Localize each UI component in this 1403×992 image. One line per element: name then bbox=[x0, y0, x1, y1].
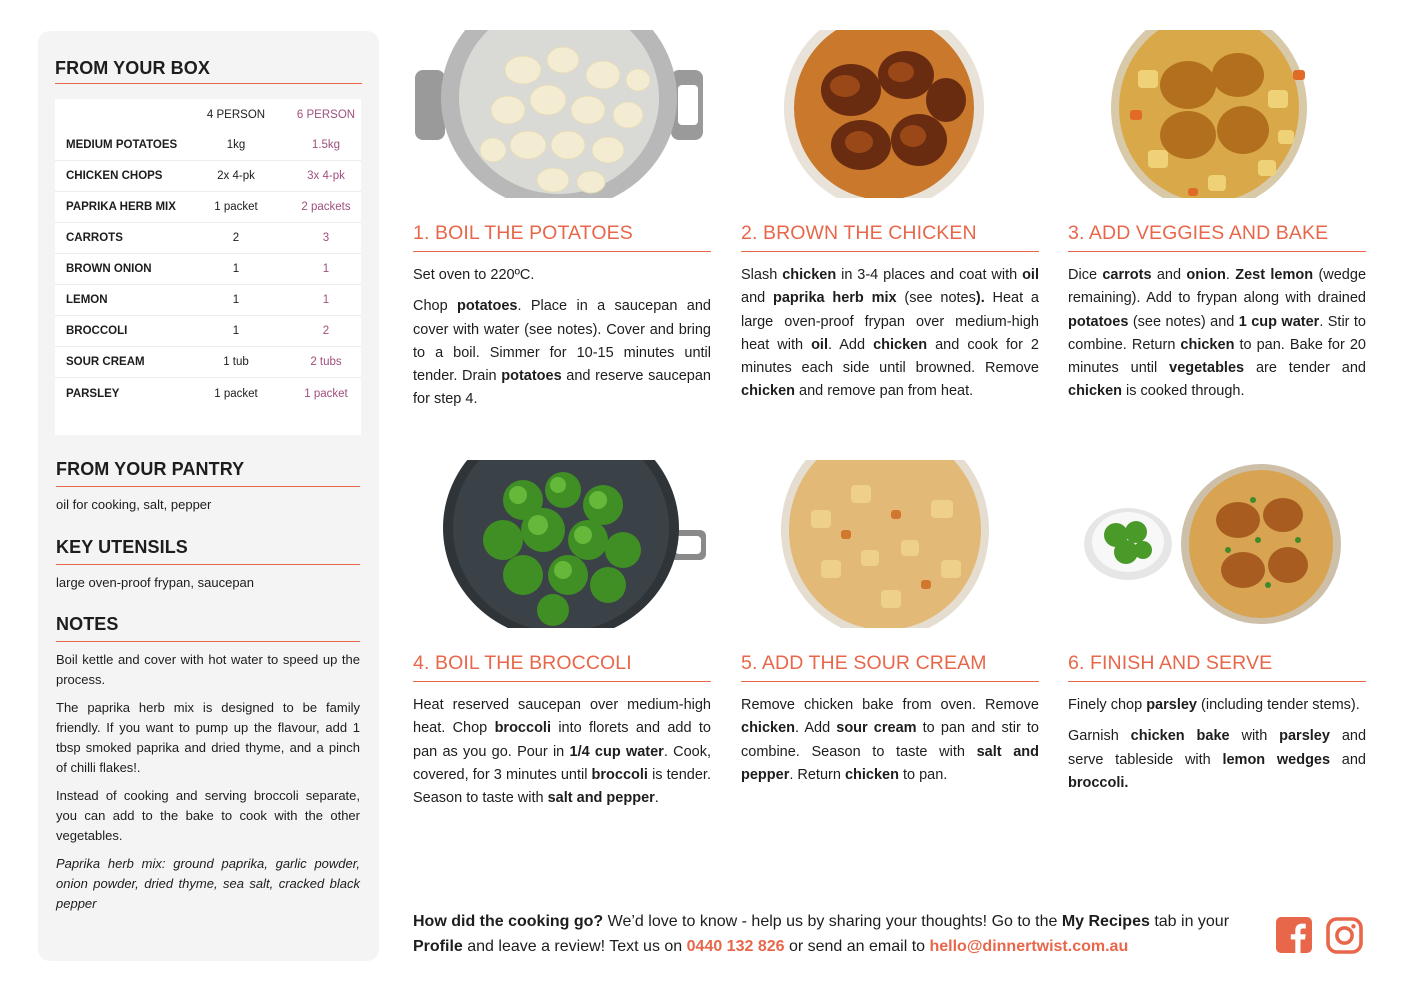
facebook-icon[interactable] bbox=[1276, 917, 1313, 954]
profile-link[interactable]: Profile bbox=[413, 938, 463, 955]
step-5 bbox=[741, 460, 1039, 795]
heading-rule bbox=[56, 564, 360, 565]
table-header-row bbox=[55, 99, 361, 130]
step-paragraph: Heat reserved saucepan over medium-high heat. Chop broccoli into florets and add to pan as you go. Pour in 1/4 cup water. Cook, covered, for 3 minutes until broccoli is tender. Season to taste with salt and pepper. bbox=[413, 697, 711, 807]
step-title: 2. BROWN THE CHICKEN bbox=[741, 222, 1039, 252]
step-title: 6. FINISH AND SERVE bbox=[1068, 652, 1366, 682]
email-link[interactable]: hello@dinnertwist.com.au bbox=[929, 938, 1129, 955]
notes-heading: NOTES bbox=[56, 614, 119, 634]
phone-link[interactable]: 0440 132 826 bbox=[686, 938, 785, 955]
ingredient-name: MEDIUM POTATOES bbox=[66, 139, 178, 151]
feedback-footer: How did the cooking go? We’d love to know - help us by sharing your thoughts! Go to the My Recipes tab in your Profile and leave a review! Text us on 0440 132 826 or send an email to hello@dinnertwist.com.au bbox=[413, 913, 1230, 955]
ingredient-name: CHICKEN CHOPS bbox=[66, 170, 163, 182]
table-row bbox=[55, 223, 361, 254]
ingredient-qty-6: 1 bbox=[322, 294, 330, 306]
note-paragraph: Instead of cooking and serving broccoli separate, you can add to the bake to cook with the other vegetables. bbox=[56, 788, 360, 843]
ingredient-name: BROWN ONION bbox=[66, 263, 152, 275]
heading-rule bbox=[56, 486, 360, 487]
ingredient-qty-4: 1 bbox=[232, 294, 240, 306]
col-4-person: 4 PERSON bbox=[206, 108, 266, 121]
step-title: 1. BOIL THE POTATOES bbox=[413, 222, 711, 252]
ingredient-qty-4: 1 packet bbox=[214, 201, 258, 213]
ingredient-qty-6: 2 tubs bbox=[310, 356, 342, 368]
ingredient-name: PARSLEY bbox=[66, 387, 120, 400]
ingredient-qty-6: 2 bbox=[322, 325, 330, 337]
note-italic: Paprika herb mix: ground paprika, garlic powder, onion powder, dried thyme, sea salt, cracked black pepper bbox=[56, 856, 360, 911]
table-row bbox=[55, 316, 361, 347]
utensils-section bbox=[56, 537, 360, 601]
my-recipes-link[interactable]: My Recipes bbox=[1061, 913, 1150, 930]
step-2 bbox=[741, 30, 1039, 412]
browned-chicken-photo bbox=[741, 30, 1039, 198]
table-row bbox=[55, 130, 361, 161]
step-body bbox=[1068, 264, 1366, 404]
ingredient-qty-6: 1 bbox=[322, 263, 330, 275]
step-title: 4. BOIL THE BROCCOLI bbox=[413, 652, 711, 682]
step-body bbox=[413, 694, 711, 810]
ingredient-qty-4: 2x 4-pk bbox=[217, 170, 255, 182]
ingredient-name: LEMON bbox=[66, 294, 108, 306]
step-body bbox=[1068, 694, 1366, 795]
utensils-heading: KEY UTENSILS bbox=[56, 537, 188, 557]
table-row bbox=[55, 161, 361, 192]
utensils-text: large oven-proof frypan, saucepan bbox=[56, 575, 255, 590]
note-paragraph: Boil kettle and cover with hot water to speed up the process. bbox=[56, 652, 360, 687]
table-row bbox=[55, 254, 361, 285]
step-4 bbox=[413, 460, 711, 818]
ingredient-qty-4: 1 bbox=[232, 263, 240, 275]
ingredient-qty-6: 3 bbox=[322, 232, 330, 244]
ingredient-qty-4: 1 tub bbox=[223, 356, 249, 368]
ingredient-qty-4: 1 bbox=[232, 325, 240, 337]
step-paragraph: Finely chop parsley (including tender stems). bbox=[1068, 697, 1360, 713]
step-body bbox=[741, 694, 1039, 787]
chicken-veggie-bake-photo bbox=[1068, 30, 1366, 198]
step-paragraph: Garnish chicken bake with parsley and serve tableside with lemon wedges and broccoli. bbox=[1068, 728, 1367, 791]
broccoli-saucepan-photo bbox=[413, 460, 711, 628]
heading-rule bbox=[55, 83, 362, 84]
pantry-heading: FROM YOUR PANTRY bbox=[56, 459, 245, 479]
step-paragraph: Set oven to 220ºC. bbox=[413, 267, 535, 283]
step-title: 5. ADD THE SOUR CREAM bbox=[741, 652, 1039, 682]
ingredient-qty-6: 1.5kg bbox=[311, 139, 341, 151]
step-body bbox=[741, 264, 1039, 404]
step-paragraph: Chop potatoes. Place in a saucepan and cover with water (see notes). Cover and bring to a boil. Simmer for 10-15 minutes until tender. Drain potatoes and reserve saucepan for step 4. bbox=[413, 298, 711, 408]
table-row bbox=[55, 285, 361, 316]
finished-dish-photo bbox=[1068, 460, 1366, 628]
table-row bbox=[55, 378, 361, 409]
from-your-box-heading: FROM YOUR BOX bbox=[55, 58, 210, 78]
pantry-text: oil for cooking, salt, pepper bbox=[56, 497, 212, 512]
step-paragraph: Dice carrots and onion. Zest lemon (wedge remaining). Add to frypan along with drained potatoes (see notes) and 1 cup water. Stir to combine. Return chicken to pan. Bake for 20 minutes until vegetables are tender and chicken is cooked through. bbox=[1068, 267, 1367, 400]
ingredient-qty-4: 1kg bbox=[226, 139, 246, 151]
step-6 bbox=[1068, 460, 1366, 803]
pantry-section bbox=[56, 459, 360, 523]
step-paragraph: Remove chicken bake from oven. Remove chicken. Add sour cream to pan and stir to combine. Season to taste with salt and pepper. Return chicken to pan. bbox=[741, 697, 1039, 783]
sidebar-panel bbox=[38, 31, 379, 961]
step-title: 3. ADD VEGGIES AND BAKE bbox=[1068, 222, 1366, 252]
ingredient-qty-4: 1 packet bbox=[214, 387, 258, 400]
ingredient-name: PAPRIKA HERB MIX bbox=[66, 201, 176, 213]
ingredient-qty-4: 2 bbox=[232, 232, 240, 244]
ingredient-name: CARROTS bbox=[66, 232, 123, 244]
instagram-icon[interactable] bbox=[1326, 917, 1363, 954]
heading-rule bbox=[56, 641, 360, 642]
notes-section bbox=[56, 614, 360, 922]
step-3 bbox=[1068, 30, 1366, 412]
ingredient-qty-6: 2 packets bbox=[301, 201, 351, 213]
step-1 bbox=[413, 30, 711, 420]
sour-cream-bake-photo bbox=[741, 460, 1039, 628]
table-row bbox=[55, 192, 361, 223]
ingredient-name: SOUR CREAM bbox=[66, 356, 145, 368]
ingredients-table bbox=[55, 99, 361, 435]
feedback-question: How did the cooking go? bbox=[413, 913, 604, 930]
ingredient-name: BROCCOLI bbox=[66, 325, 128, 337]
ingredient-qty-6: 1 packet bbox=[304, 387, 348, 400]
ingredient-qty-6: 3x 4-pk bbox=[307, 170, 345, 182]
step-paragraph: Slash chicken in 3-4 places and coat with oil and paprika herb mix (see notes). Heat a large oven-proof frypan over medium-high heat with oil. Add chicken and cook for 2 minutes each side until browned. Remove chicken and remove pan from heat. bbox=[741, 267, 1039, 400]
potatoes-saucepan-photo bbox=[413, 30, 711, 198]
table-row bbox=[55, 347, 361, 378]
step-body bbox=[413, 264, 711, 412]
note-paragraph: The paprika herb mix is designed to be family friendly. If you want to pump up the flavour, add 1 tbsp smoked paprika and dried thyme, and a pinch of chilli flakes!. bbox=[56, 700, 360, 775]
col-6-person: 6 PERSON bbox=[296, 108, 356, 121]
